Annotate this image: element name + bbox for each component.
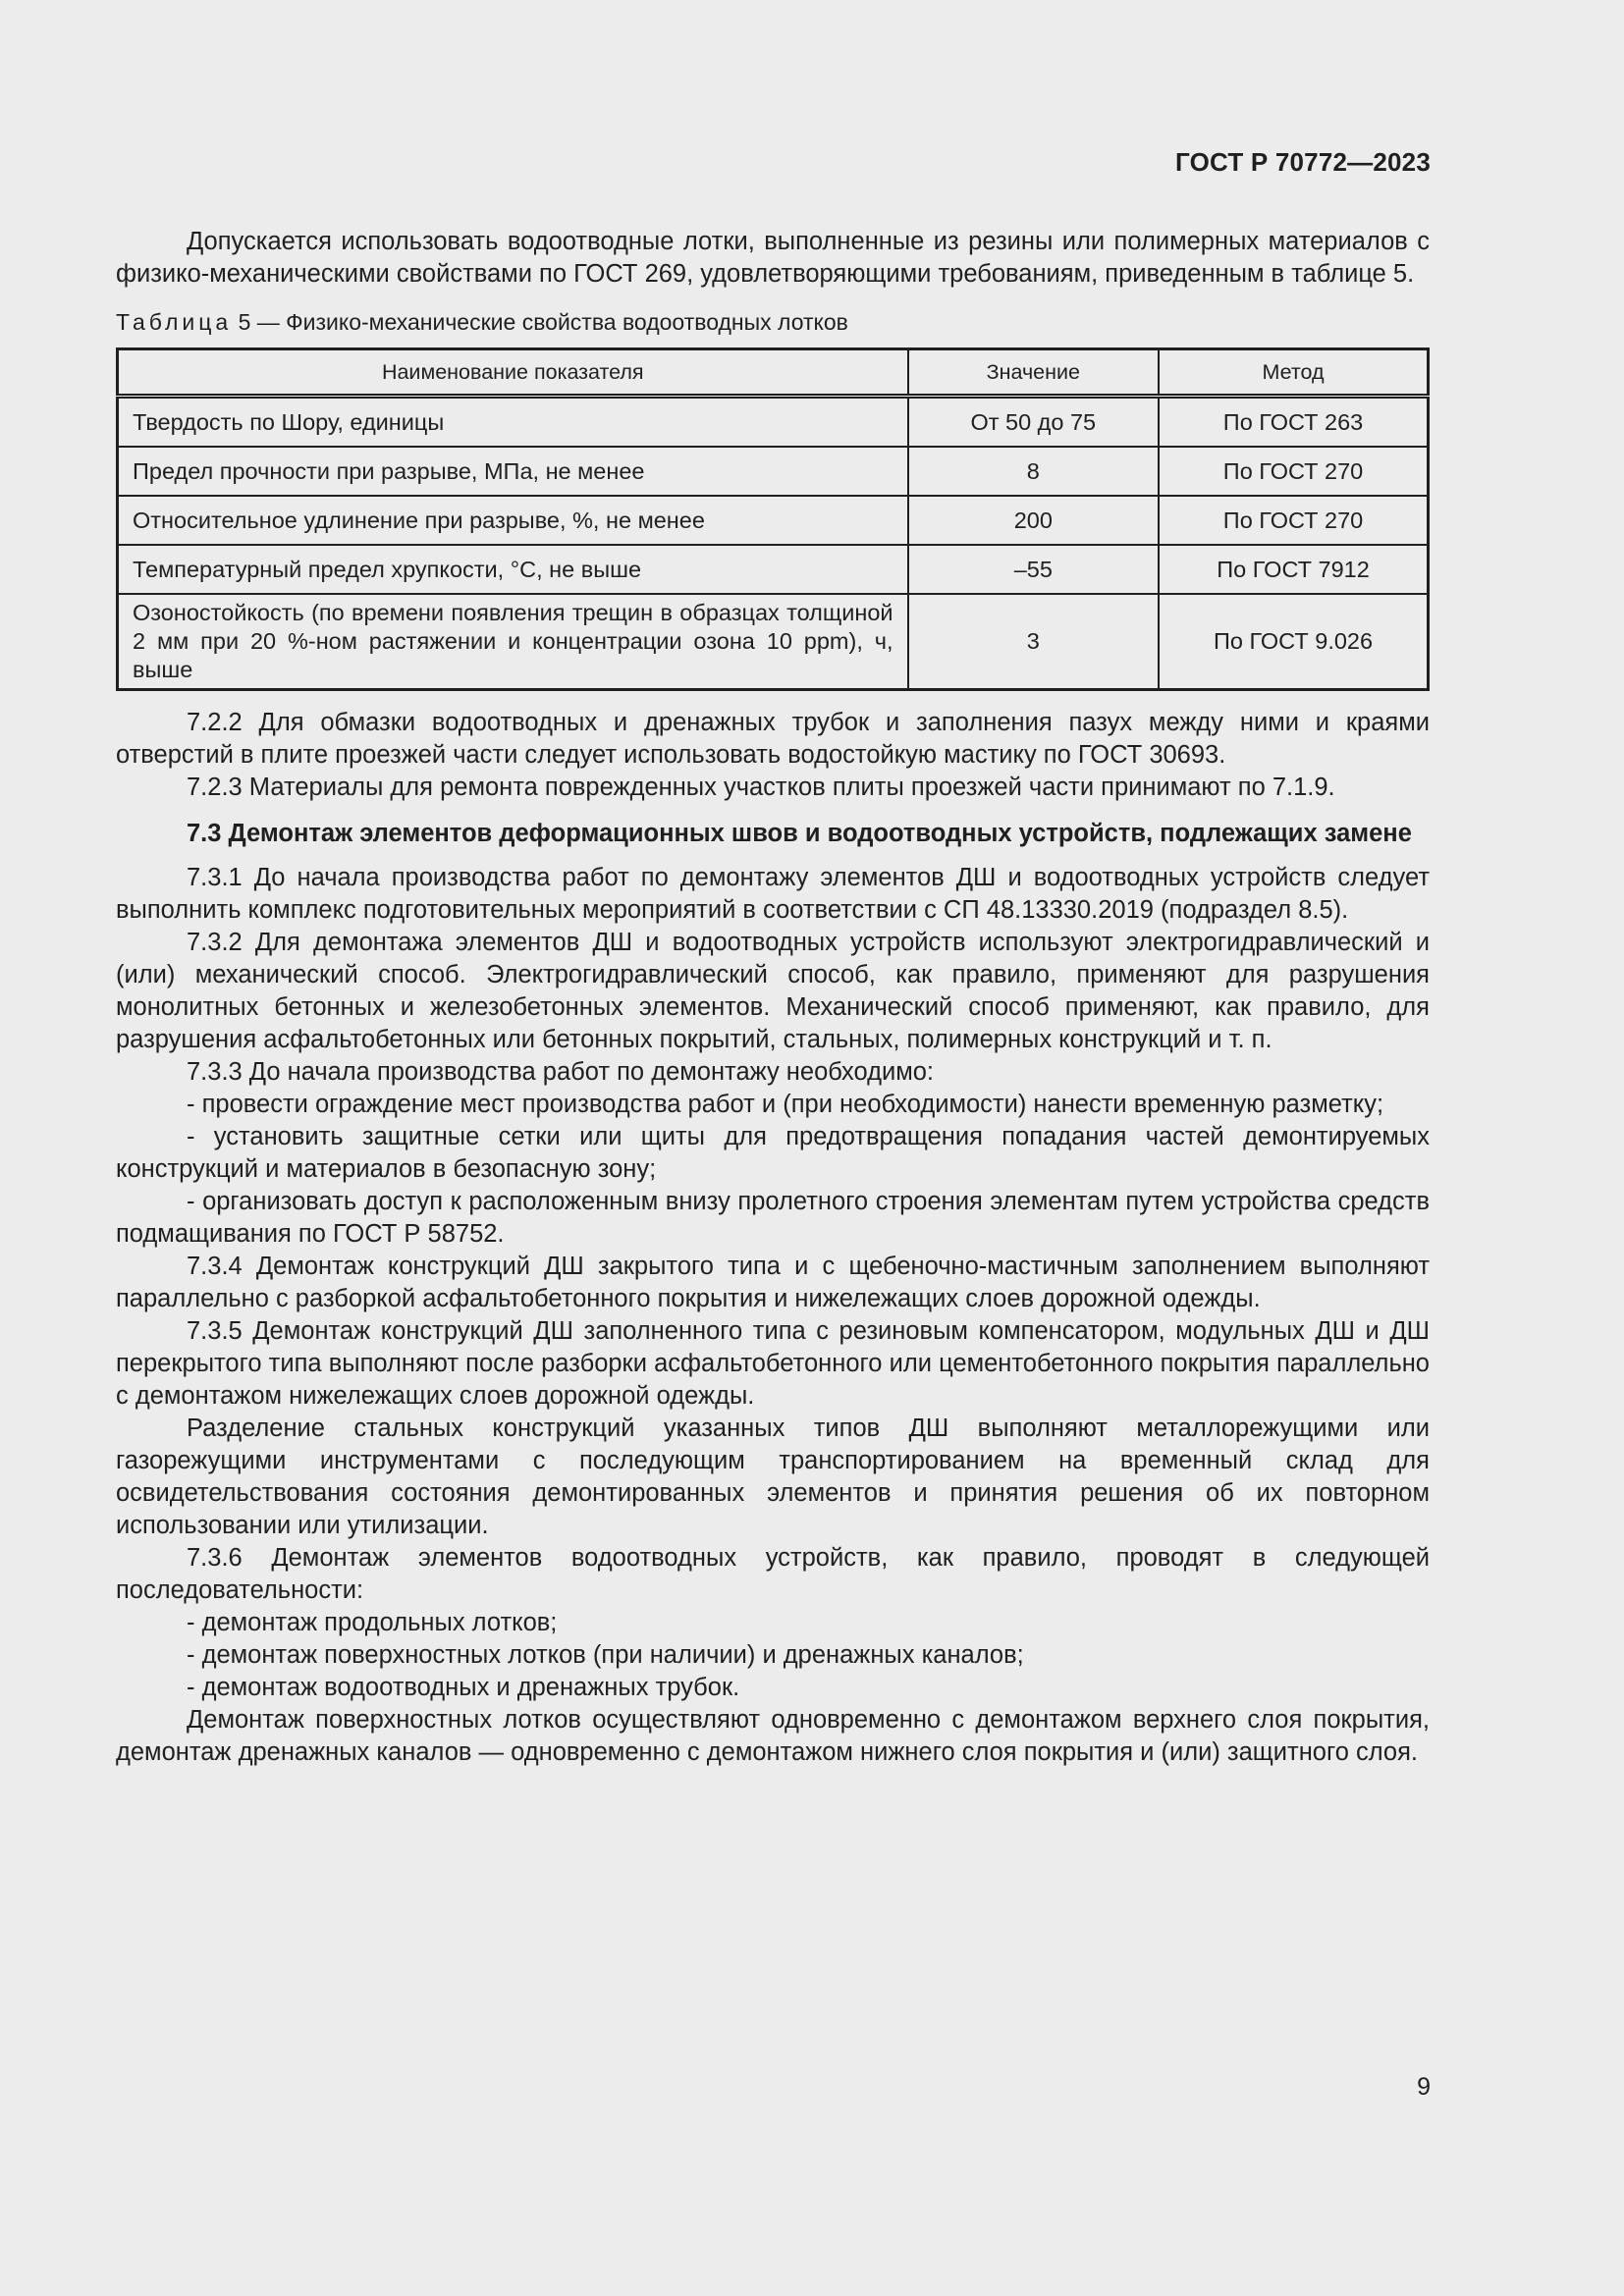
- table-cell: 200: [908, 496, 1160, 545]
- paragraph-7-3-1: 7.3.1 До начала производства работ по демонтажу элементов ДШ и водоотводных устройств следует выполнить комплекс подготовительных мероприятий в соответствии с СП 48.13330.2019 (подраздел 8.5).: [116, 864, 1430, 924]
- column-header: Значение: [908, 349, 1160, 397]
- table-row: [118, 447, 1429, 496]
- section-heading: 7.3 Демонтаж элементов деформационных швов и водоотводных устройств, подлежащих замене: [187, 820, 1412, 847]
- table-caption: [116, 308, 1430, 336]
- paragraph-7-3-6: 7.3.6 Демонтаж элементов водоотводных устройств, как правило, проводят в следующей последовательности:: [116, 1544, 1430, 1604]
- table-cell: 8: [908, 447, 1160, 496]
- column-header: Наименование показателя: [118, 349, 908, 397]
- table-cell: От 50 до 75: [908, 397, 1160, 448]
- properties-table: [116, 347, 1430, 691]
- table-caption-label: Таблица: [116, 309, 233, 335]
- table-cell: По ГОСТ 7912: [1159, 545, 1428, 594]
- page-number: 9: [1417, 2073, 1431, 2101]
- paragraph-7-2-3: 7.2.3 Материалы для ремонта поврежденных участков плиты проезжей части принимают по 7.1.9.: [187, 774, 1335, 801]
- list-item: - демонтаж продольных лотков;: [187, 1609, 558, 1636]
- table-cell: 3: [908, 594, 1160, 690]
- table-caption-text: 5 — Физико-механические свойства водоотводных лотков: [232, 309, 848, 335]
- table-row: [118, 594, 1429, 690]
- column-header: Метод: [1159, 349, 1428, 397]
- table-row: [118, 397, 1429, 448]
- table-cell: Предел прочности при разрыве, МПа, не менее: [118, 447, 908, 496]
- paragraph-7-3-5: 7.3.5 Демонтаж конструкций ДШ заполненного типа с резиновым компенсатором, модульных ДШ и ДШ перекрытого типа выполняют после разборки асфальтобетонного или цементобетонного покрытия параллельно с демонтажом нижележащих слоев дорожной одежды.: [116, 1317, 1430, 1410]
- table-cell: –55: [908, 545, 1160, 594]
- list-item: - демонтаж поверхностных лотков (при наличии) и дренажных каналов;: [187, 1641, 1024, 1669]
- paragraph-7-3-3: 7.3.3 До начала производства работ по демонтажу необходимо:: [187, 1058, 935, 1086]
- table-cell: Твердость по Шору, единицы: [118, 397, 908, 448]
- table-row: [118, 545, 1429, 594]
- table-cell: Относительное удлинение при разрыве, %, не менее: [118, 496, 908, 545]
- paragraph-7-3-4: 7.3.4 Демонтаж конструкций ДШ закрытого типа и с щебеночно-мастичным заполнением выполняют параллельно с разборкой асфальтобетонного покрытия и нижележащих слоев дорожной одежды.: [116, 1253, 1430, 1312]
- table-cell: Озоностойкость (по времени появления трещин в образцах толщиной 2 мм при 20 %-ном растяжении и концентрации озона 10 ppm), ч, выше: [118, 594, 908, 690]
- paragraph-7-2-2: 7.2.2 Для обмазки водоотводных и дренажных трубок и заполнения пазух между ними и краями отверстий в плите проезжей части следует использовать водостойкую мастику по ГОСТ 30693.: [116, 709, 1430, 769]
- paragraph-7-3-2: 7.3.2 Для демонтажа элементов ДШ и водоотводных устройств используют электрогидравлический и (или) механический способ. Электрогидравлический способ, как правило, применяют для разрушения монолитных бетонных и железобетонных элементов. Механический способ применяют, как правило, для разрушения асфальтобетонных или бетонных покрытий, стальных, полимерных конструкций и т. п.: [116, 929, 1430, 1053]
- list-item: - провести ограждение мест производства работ и (при необходимости) нанести временную разметку;: [187, 1091, 1384, 1118]
- paragraph-final: Демонтаж поверхностных лотков осуществляют одновременно с демонтажом верхнего слоя покрытия, демонтаж дренажных каналов — одновременно с демонтажом нижнего слоя покрытия и (или) защитного слоя.: [116, 1706, 1430, 1766]
- paragraph-separation: Разделение стальных конструкций указанных типов ДШ выполняют металлорежущими или газорежущими инструментами с последующим транспортированием на временный склад для освидетельствования состояния демонтированных элементов и принятия решения об их повторном использовании или утилизации.: [116, 1415, 1430, 1539]
- list-item: - организовать доступ к расположенным внизу пролетного строения элементам путем устройства средств подмащивания по ГОСТ Р 58752.: [116, 1188, 1430, 1248]
- table-cell: По ГОСТ 263: [1159, 397, 1428, 448]
- intro-paragraph: Допускается использовать водоотводные лотки, выполненные из резины или полимерных материалов с физико-механическими свойствами по ГОСТ 269, удовлетворяющими требованиям, приведенным в таблице 5.: [116, 228, 1430, 288]
- document-code: ГОСТ Р 70772—2023: [1175, 147, 1431, 177]
- table-cell: По ГОСТ 270: [1159, 496, 1428, 545]
- list-item: - установить защитные сетки или щиты для предотвращения попадания частей демонтируемых конструкций и материалов в безопасную зону;: [116, 1123, 1430, 1183]
- table-cell: По ГОСТ 270: [1159, 447, 1428, 496]
- page-content: [116, 226, 1430, 1769]
- table-cell: Температурный предел хрупкости, °С, не выше: [118, 545, 908, 594]
- list-item: - демонтаж водоотводных и дренажных трубок.: [187, 1674, 740, 1701]
- table-cell: По ГОСТ 9.026: [1159, 594, 1428, 690]
- table-row: [118, 496, 1429, 545]
- table-header-row: [118, 349, 1429, 397]
